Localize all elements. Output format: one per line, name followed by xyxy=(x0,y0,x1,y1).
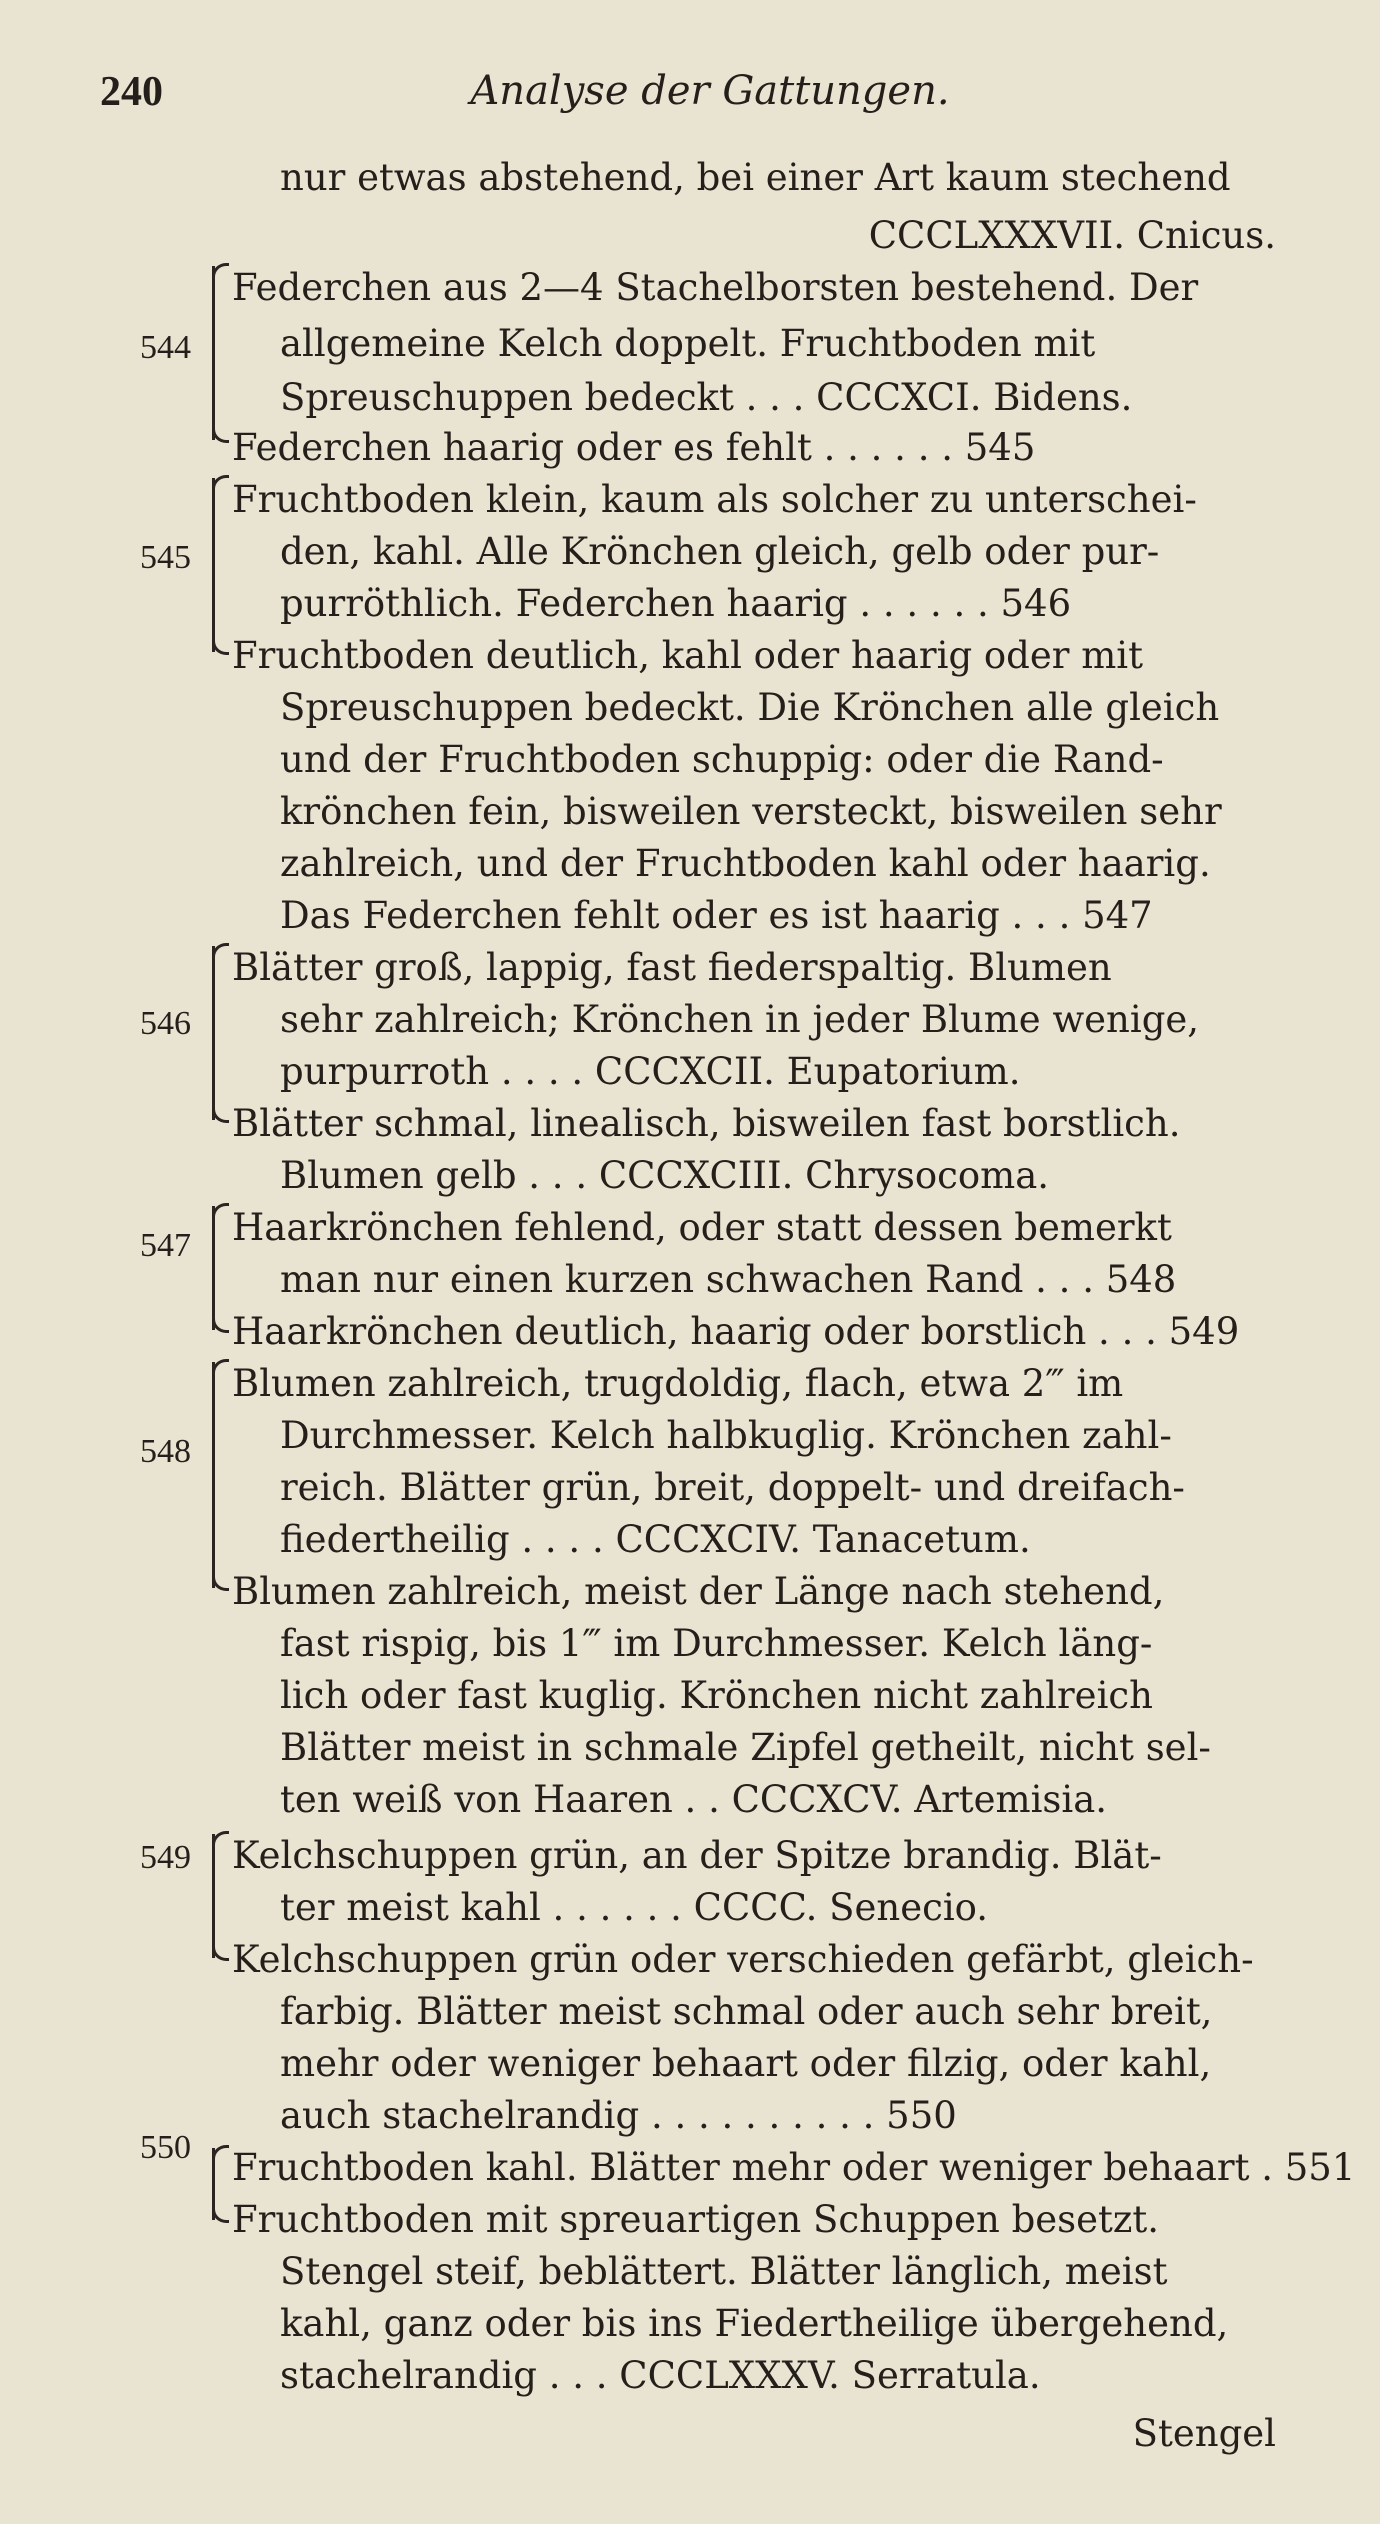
text-line: ten weiß von Haaren . . CCCXCV. Artemisia. xyxy=(280,1778,1108,1821)
couplet-brace xyxy=(212,946,215,1120)
text-line: Federchen aus 2—4 Stachelborsten bestehend. Der xyxy=(232,266,1199,309)
text-line: Blumen zahlreich, trugdoldig, flach, etwa 2‴ im xyxy=(232,1362,1124,1405)
text-line: purpurroth . . . . CCCXCII. Eupatorium. xyxy=(280,1050,1021,1093)
couplet-brace xyxy=(212,266,215,440)
couplet-number: 550 xyxy=(140,2129,191,2166)
couplet-number: 546 xyxy=(140,1005,191,1042)
text-line: Haarkrönchen deutlich, haarig oder borstlich . . . 549 xyxy=(232,1310,1240,1353)
text-line: stachelrandig . . . CCCLXXXV. Serratula. xyxy=(280,2354,1041,2397)
text-line: CCCLXXXVII. Cnicus. xyxy=(868,214,1276,257)
text-line: fiedertheilig . . . . CCCXCIV. Tanacetum. xyxy=(280,1518,1031,1561)
text-line: ter meist kahl . . . . . . CCCC. Senecio. xyxy=(280,1886,989,1929)
couplet-number: 549 xyxy=(140,1839,191,1876)
text-line: reich. Blätter grün, breit, doppelt- und dreifach- xyxy=(280,1466,1185,1509)
text-line: allgemeine Kelch doppelt. Fruchtboden mit xyxy=(280,322,1096,365)
couplet-number: 547 xyxy=(140,1227,191,1264)
couplet-number: 548 xyxy=(140,1433,191,1470)
text-line: Haarkrönchen fehlend, oder statt dessen bemerkt xyxy=(232,1206,1172,1249)
text-line: Fruchtboden deutlich, kahl oder haarig oder mit xyxy=(232,634,1143,677)
text-line: lich oder fast kuglig. Krönchen nicht zahlreich xyxy=(280,1674,1153,1717)
text-line: Blumen zahlreich, meist der Länge nach stehend, xyxy=(232,1570,1165,1613)
page-header xyxy=(100,68,1320,128)
text-line: Durchmesser. Kelch halbkuglig. Krönchen zahl- xyxy=(280,1414,1172,1457)
page-number: 240 xyxy=(100,69,163,115)
text-line: kahl, ganz oder bis ins Fiedertheilige übergehend, xyxy=(280,2302,1229,2345)
text-line: farbig. Blätter meist schmal oder auch sehr breit, xyxy=(280,1990,1213,2033)
text-line: krönchen fein, bisweilen versteckt, bisweilen sehr xyxy=(280,790,1222,833)
text-line: Das Federchen fehlt oder es ist haarig . . . 547 xyxy=(280,894,1153,937)
text-line: fast rispig, bis 1‴ im Durchmesser. Kelch läng- xyxy=(280,1622,1153,1665)
text-line: Fruchtboden mit spreuartigen Schuppen besetzt. xyxy=(232,2198,1160,2241)
text-line: zahlreich, und der Fruchtboden kahl oder haarig. xyxy=(280,842,1211,885)
text-line: Kelchschuppen grün, an der Spitze brandig. Blät- xyxy=(232,1834,1162,1877)
text-line: Blumen gelb . . . CCCXCIII. Chrysocoma. xyxy=(280,1154,1050,1197)
text-line: sehr zahlreich; Krönchen in jeder Blume wenige, xyxy=(280,998,1200,1041)
text-line: den, kahl. Alle Krönchen gleich, gelb oder pur- xyxy=(280,530,1160,573)
text-line: Stengel steif, beblättert. Blätter länglich, meist xyxy=(280,2250,1168,2293)
text-line: Stengel xyxy=(1132,2412,1276,2455)
running-title: Analyse der Gattungen. xyxy=(470,68,950,114)
text-line: Blätter meist in schmale Zipfel getheilt, nicht sel- xyxy=(280,1726,1211,1769)
couplet-brace xyxy=(212,1834,215,1958)
couplet-number: 545 xyxy=(140,539,191,576)
text-line: Kelchschuppen grün oder verschieden gefärbt, gleich- xyxy=(232,1938,1254,1981)
text-line: Fruchtboden kahl. Blätter mehr oder weniger behaart . 551 xyxy=(232,2146,1356,2189)
couplet-brace xyxy=(212,478,215,652)
text-line: Federchen haarig oder es fehlt . . . . . . 545 xyxy=(232,426,1036,469)
couplet-number: 544 xyxy=(140,329,191,366)
couplet-brace xyxy=(212,1362,215,1588)
couplet-brace xyxy=(212,2148,215,2220)
text-line: Blätter groß, lappig, fast fiederspaltig. Blumen xyxy=(232,946,1112,989)
text-line: auch stachelrandig . . . . . . . . . . 550 xyxy=(280,2094,957,2137)
text-line: man nur einen kurzen schwachen Rand . . . 548 xyxy=(280,1258,1177,1301)
couplet-brace xyxy=(212,1206,215,1330)
text-line: nur etwas abstehend, bei einer Art kaum stechend xyxy=(280,156,1231,199)
text-line: und der Fruchtboden schuppig: oder die Rand- xyxy=(280,738,1164,781)
text-line: mehr oder weniger behaart oder filzig, oder kahl, xyxy=(280,2042,1212,2085)
text-line: Blätter schmal, linealisch, bisweilen fast borstlich. xyxy=(232,1102,1181,1145)
text-line: Spreuschuppen bedeckt. Die Krönchen alle gleich xyxy=(280,686,1220,729)
text-line: Fruchtboden klein, kaum als solcher zu unterschei- xyxy=(232,478,1197,521)
text-line: Spreuschuppen bedeckt . . . CCCXCI. Bidens. xyxy=(280,376,1133,419)
text-line: purröthlich. Federchen haarig . . . . . . 546 xyxy=(280,582,1072,625)
